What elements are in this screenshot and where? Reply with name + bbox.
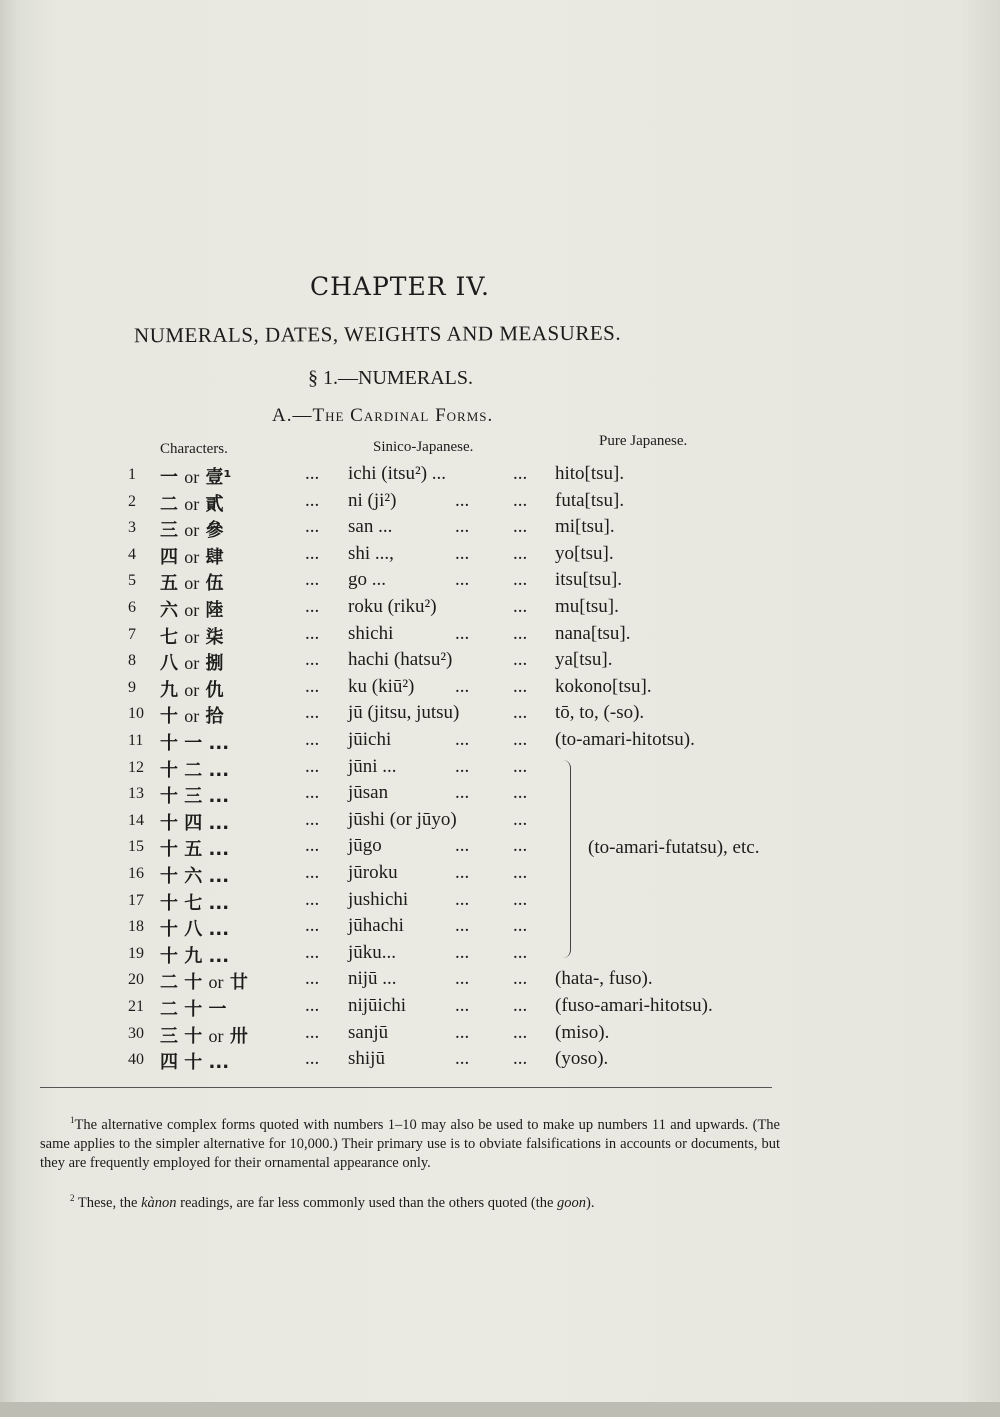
footnote-italic: goon [557, 1194, 587, 1211]
cell-d1: ... [305, 782, 320, 804]
cell-d2: ... [513, 862, 528, 883]
cell-d2: ... [513, 968, 528, 990]
cell-mid: ... [455, 835, 470, 857]
cell-pure: mu[tsu]. [555, 596, 619, 617]
cell-chars: 八 or 捌 [160, 653, 224, 675]
cell-num: 6 [128, 599, 136, 616]
cell-mid: ... [455, 1021, 470, 1043]
cell-d2: ... [513, 995, 528, 1016]
cell-d1: ... [305, 675, 320, 697]
cell-mid: ... [455, 995, 470, 1016]
cell-d1: ... [305, 489, 320, 511]
cell-num: 30 [128, 1024, 144, 1042]
cell-num: 1 [128, 466, 136, 483]
cell-d2: ... [513, 542, 528, 564]
cell-d2: ... [513, 755, 528, 777]
cell-d2: ... [513, 622, 528, 644]
cell-num: 18 [128, 918, 144, 936]
cell-pure: kokono[tsu]. [555, 675, 652, 697]
cell-sinico: ni (ji²) [348, 489, 397, 511]
cell-mid: ... [455, 755, 470, 777]
cell-d2: ... [513, 915, 528, 937]
cell-d2: ... [513, 782, 528, 804]
cell-chars: 四 or 肆 [160, 546, 224, 568]
cell-chars: 六 or 陸 [160, 600, 224, 621]
cell-d1: ... [305, 729, 320, 750]
cell-num: 7 [128, 625, 136, 643]
footnote-rule [40, 1087, 772, 1088]
footnote-mark: 2 [70, 1193, 75, 1203]
or-word: or [184, 600, 200, 620]
footnote-text: ). [586, 1194, 595, 1211]
cell-d1: ... [305, 941, 320, 963]
cell-sinico: jūku... [348, 941, 397, 963]
cell-pure: hito[tsu]. [555, 463, 625, 484]
cell-num: 11 [128, 732, 144, 749]
cell-chars: 七 or 柒 [160, 626, 224, 648]
cell-d2: ... [513, 1021, 528, 1043]
cell-chars: 三 or 參 [160, 520, 224, 542]
cell-d1: ... [305, 888, 320, 910]
cell-pure: nana[tsu]. [555, 622, 631, 644]
cell-num: 5 [128, 572, 136, 590]
cell-d1: ... [305, 463, 320, 484]
cell-mid: ... [455, 569, 470, 591]
cell-chars: 十 四 ... [160, 812, 230, 834]
cell-num: 10 [128, 705, 144, 723]
cell-mid: ... [455, 915, 470, 937]
cell-d2: ... [513, 649, 528, 671]
cell-d1: ... [305, 1021, 320, 1043]
cell-d1: ... [305, 1048, 320, 1070]
cell-d1: ... [305, 702, 320, 724]
cell-d2: ... [513, 729, 528, 750]
cell-d1: ... [305, 862, 320, 883]
cell-d2: ... [513, 675, 528, 697]
cell-sinico: san ... [348, 516, 393, 538]
cell-mid: ... [455, 1048, 470, 1070]
brace-note: (to-amari-futatsu), etc. [588, 837, 760, 858]
cell-pure: (fuso-amari-hitotsu). [555, 995, 713, 1016]
footnote-text: The alternative complex forms quoted with numbers 1–10 may also be used to make up numbers 11 and upwards. (The same applies to the simpler alternative for 10,000.) Their primary use is to obviate falsifications in accounts or documents, but they are frequently employed for their ornamental appearance only. [40, 1116, 780, 1171]
or-word: or [184, 653, 200, 674]
cell-sinico: ichi (itsu²) ... [348, 463, 447, 484]
cell-d1: ... [305, 622, 320, 644]
cell-sinico: go ... [348, 569, 386, 591]
cell-sinico: jūgo [348, 835, 382, 857]
cell-num: 40 [128, 1051, 144, 1069]
cell-sinico: shijū [348, 1048, 385, 1070]
cell-chars: 十 六 ... [160, 866, 230, 887]
cell-pure: (yoso). [555, 1048, 609, 1070]
cell-d2: ... [513, 888, 528, 910]
cell-d2: ... [513, 835, 528, 857]
cell-num: 3 [128, 519, 136, 537]
or-word: or [208, 1025, 224, 1046]
cell-chars: 十 八 ... [160, 919, 230, 941]
page-bottom-edge [0, 1402, 1000, 1417]
cell-chars: 二 十 or 廿 [160, 972, 248, 994]
cell-num: 21 [128, 998, 144, 1015]
cell-num: 17 [128, 891, 144, 909]
cell-chars: 二 or 貳 [160, 493, 224, 515]
cell-mid: ... [455, 968, 470, 990]
cell-mid: ... [455, 782, 470, 804]
footnote-italic: kànon [141, 1194, 177, 1211]
cell-pure: yo[tsu]. [555, 542, 614, 564]
cell-sinico: sanjū [348, 1021, 389, 1043]
cell-sinico: jūichi [348, 729, 392, 750]
cell-sinico: shichi [348, 622, 394, 644]
cell-d1: ... [305, 755, 320, 777]
cell-d2: ... [513, 1048, 528, 1070]
cell-chars: 一 or 壹¹ [160, 467, 232, 488]
cell-chars: 十 七 ... [160, 892, 230, 914]
cell-mid: ... [455, 516, 470, 538]
cell-chars: 十 九 ... [160, 945, 230, 967]
cell-mid: ... [455, 489, 470, 511]
section-heading: § 1.—NUMERALS. [308, 367, 474, 389]
footnote-text: readings, are far less commonly used than the others quoted (the [176, 1194, 558, 1211]
cell-sinico: shi ..., [348, 542, 394, 564]
cell-num: 4 [128, 545, 136, 563]
cell-d2: ... [513, 463, 528, 484]
cell-sinico: hachi (hatsu²) [348, 649, 453, 671]
cell-num: 12 [128, 758, 144, 776]
cell-sinico: jushichi [348, 888, 409, 910]
cell-mid: ... [455, 675, 470, 697]
column-header-sinico: Sinico-Japanese. [373, 439, 474, 455]
or-word: or [184, 706, 200, 727]
cell-sinico: jūni ... [348, 755, 397, 777]
cell-mid: ... [455, 941, 470, 963]
chapter-heading: CHAPTER IV. [310, 272, 491, 301]
cell-pure: (to-amari-hitotsu). [555, 729, 695, 750]
cell-pure: (hata-, fuso). [555, 968, 653, 990]
cell-mid: ... [455, 862, 470, 883]
cell-pure: futa[tsu]. [555, 489, 625, 511]
cell-pure: itsu[tsu]. [555, 569, 623, 591]
cell-chars: 三 十 or 卅 [160, 1025, 248, 1047]
or-word: or [184, 626, 200, 647]
cell-num: 14 [128, 811, 144, 829]
cell-chars: 十 一 ... [160, 733, 230, 754]
cell-num: 20 [128, 971, 144, 989]
cell-d1: ... [305, 596, 320, 617]
cell-d2: ... [513, 516, 528, 538]
cell-pure: tō, to, (-so). [555, 702, 645, 724]
cell-pure: mi[tsu]. [555, 516, 615, 538]
cell-d1: ... [305, 835, 320, 857]
cell-num: 16 [128, 865, 144, 882]
cell-chars: 九 or 仇 [160, 679, 224, 701]
cell-d2: ... [513, 596, 528, 617]
footnote-text: These, the [77, 1194, 142, 1211]
cell-d1: ... [305, 516, 320, 538]
cell-num: 15 [128, 838, 144, 856]
cell-sinico: jū (jitsu, jutsu) [348, 702, 460, 724]
cell-sinico: nijū ... [348, 968, 397, 990]
cell-d2: ... [513, 808, 528, 830]
cell-pure: (miso). [555, 1021, 610, 1043]
cell-mid: ... [455, 888, 470, 910]
cell-d1: ... [305, 808, 320, 830]
cell-num: 2 [128, 492, 136, 510]
cell-d2: ... [513, 489, 528, 511]
cell-d2: ... [513, 702, 528, 724]
brace-bracket [560, 760, 571, 958]
cell-chars: 十 三 ... [160, 786, 230, 808]
or-word: or [184, 493, 200, 514]
cell-chars: 十 二 ... [160, 759, 230, 781]
footnote-mark: 1 [70, 1115, 75, 1125]
footnote-1 [40, 1111, 780, 1173]
cell-num: 19 [128, 944, 144, 962]
cell-d2: ... [513, 941, 528, 963]
subsection-heading: A.—The Cardinal Forms. [272, 405, 494, 426]
cell-sinico: nijūichi [348, 995, 407, 1016]
cell-mid: ... [455, 729, 470, 750]
cell-sinico: ku (kiū²) [348, 675, 415, 697]
or-word: or [208, 972, 224, 993]
chapter-title: NUMERALS, DATES, WEIGHTS AND MEASURES. [133, 320, 622, 348]
cell-d1: ... [305, 649, 320, 671]
cell-chars: 四 十 ... [160, 1052, 230, 1074]
footnote-2 [70, 1189, 790, 1213]
cell-d2: ... [513, 569, 528, 591]
or-word: or [184, 573, 200, 594]
cell-num: 9 [128, 678, 136, 696]
cell-d1: ... [305, 915, 320, 937]
cell-chars: 五 or 伍 [160, 573, 224, 595]
cell-chars: 二 十 一 [160, 999, 227, 1020]
or-word: or [184, 546, 200, 567]
or-word: or [184, 520, 200, 541]
column-header-characters: Characters. [160, 441, 228, 457]
cell-d1: ... [305, 569, 320, 591]
column-header-pure: Pure Japanese. [599, 433, 688, 449]
cell-chars: 十 or 拾 [160, 706, 224, 728]
cell-chars: 十 五 ... [160, 839, 230, 861]
cell-sinico: jūshi (or jūyo) [348, 808, 457, 830]
cell-d1: ... [305, 542, 320, 564]
cell-sinico: roku (riku²) [348, 596, 437, 617]
cell-pure: ya[tsu]. [555, 649, 613, 671]
cell-sinico: jūsan [348, 782, 389, 804]
or-word: or [184, 679, 200, 700]
cell-mid: ... [455, 622, 470, 644]
cell-num: 13 [128, 785, 144, 803]
or-word: or [184, 467, 200, 487]
cell-d1: ... [305, 968, 320, 990]
cell-d1: ... [305, 995, 320, 1016]
cell-mid: ... [455, 542, 470, 564]
cell-num: 8 [128, 652, 136, 670]
cell-sinico: jūhachi [348, 915, 404, 937]
cell-sinico: jūroku [348, 862, 398, 883]
